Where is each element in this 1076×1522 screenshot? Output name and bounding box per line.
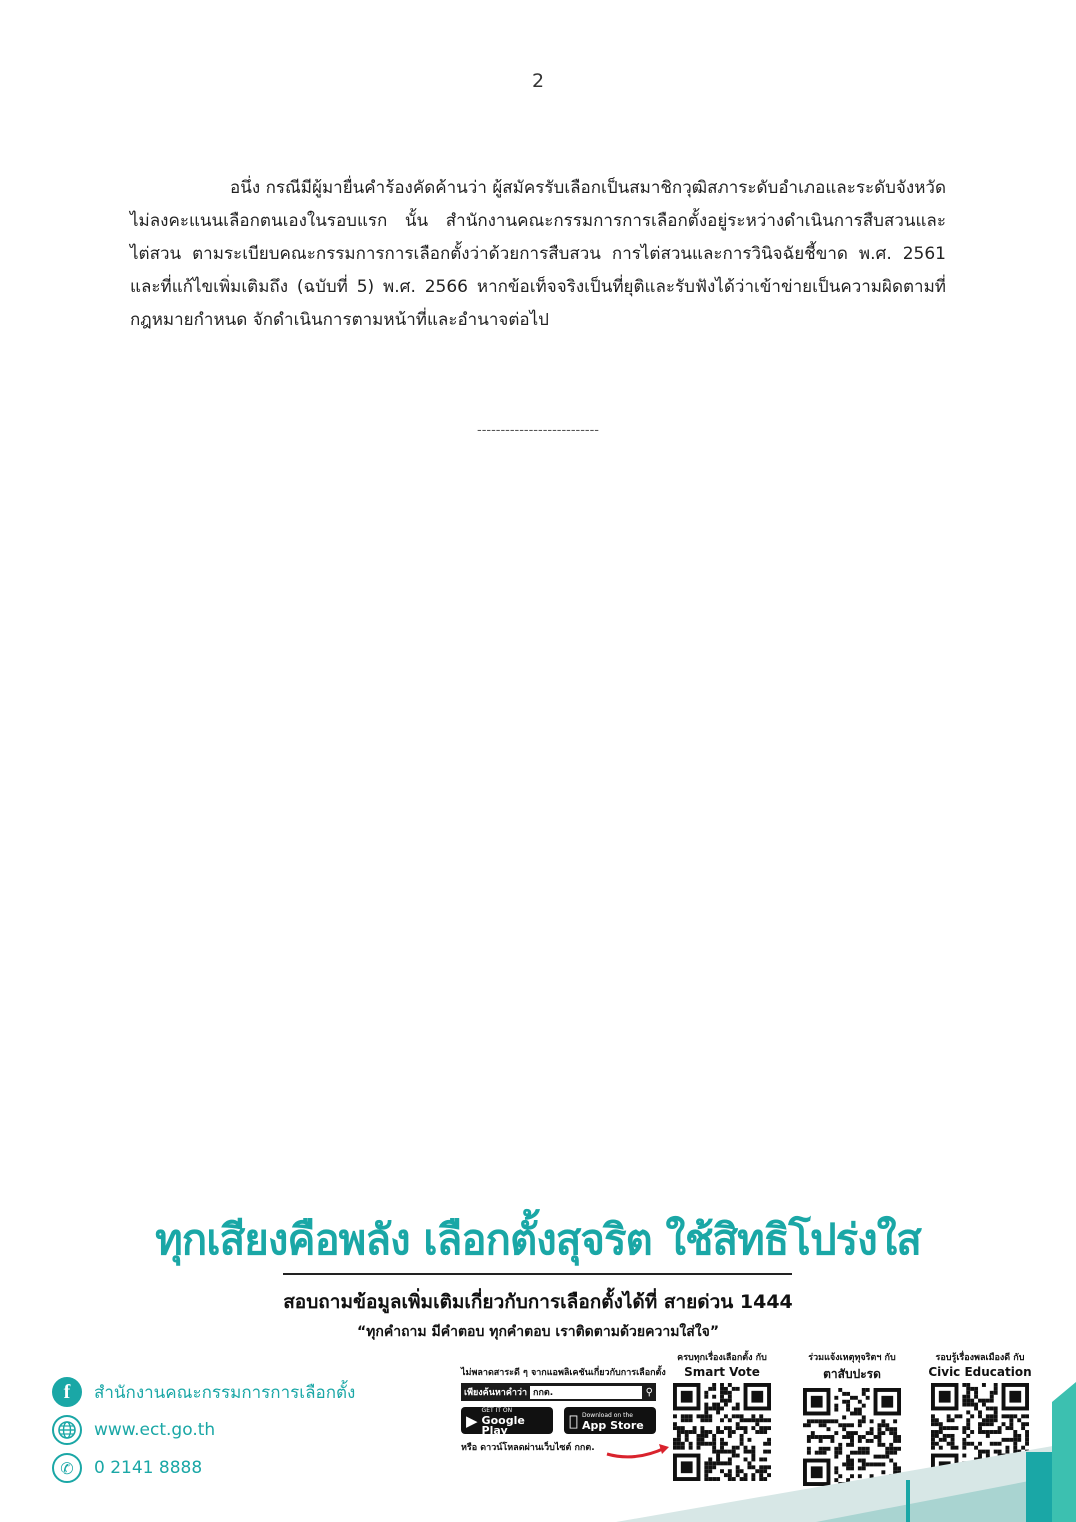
- slogan-divider: [283, 1273, 792, 1275]
- footer-corner-decoration: [616, 1382, 1076, 1522]
- footer-slogan: ทุกเสียงคือพลัง เลือกตั้งสุจริต ใช้สิทธิโปร่งใส: [155, 1215, 921, 1264]
- body-paragraph: [130, 172, 946, 337]
- google-play-small-label: GET IT ON: [481, 1406, 513, 1414]
- download-website-note: หรือ ดาวน์โหลดผ่านเว็บไซต์ กกต.: [461, 1443, 595, 1453]
- contact-facebook-label: สำนักงานคณะกรรมการการเลือกตั้ง: [94, 1382, 356, 1403]
- apple-icon: [569, 1412, 578, 1430]
- facebook-icon: f: [52, 1377, 82, 1407]
- section-separator: --------------------------: [477, 423, 599, 438]
- google-play-label: Google Play: [481, 1413, 525, 1437]
- app-store-small-label: Download on the: [573, 1411, 624, 1419]
- qr-app-name: ตาสับปะรด: [823, 1367, 881, 1381]
- play-store-icon: ▶: [466, 1411, 478, 1430]
- contact-phone[interactable]: [52, 1451, 202, 1485]
- qr-caption: ครบทุกเรื่องเลือกตั้ง กับ: [677, 1353, 767, 1363]
- contact-phone-label: 0 2141 8888: [94, 1458, 203, 1478]
- app-store-label: App Store: [573, 1418, 635, 1432]
- app-search-label: เพียงค้นหาคำว่า: [464, 1388, 528, 1398]
- motto-text: “ทุกคำถาม มีคำตอบ ทุกคำตอบ เราติดตามด้วยความใส่ใจ”: [356, 1324, 720, 1340]
- qr-app-name: Civic Education: [928, 1365, 1032, 1379]
- search-icon: ⚲: [645, 1386, 653, 1398]
- google-play-button[interactable]: [461, 1406, 553, 1437]
- body-paragraph-text: อนึ่ง กรณีมีผู้มายื่นคำร้องคัดค้านว่า ผู้สมัครรับเลือกเป็นสมาชิกวุฒิสภาระดับอำเภอและระดับจังหวัด ไม่ลงคะแนนเลือกตนเองในรอบแรก นั้น สำนักงานคณะกรรมการการเลือกตั้งอยู่ระหว่างดำเนินการสืบสวนและไต่สวน ตามระเบียบคณะกรรมการการเลือกตั้งว่าด้วยการสืบสวน การไต่สวนและการวินิจฉัยชี้ขาด พ.ศ. 2561 และที่แก้ไขเพิ่มเติมถึง (ฉบับที่ 5) พ.ศ. 2566 หากข้อเท็จจริงเป็นที่ยุติและรับฟังได้ว่าเข้าข่ายเป็นความผิดตามที่กฎหมายกำหนด จักดำเนินการตามหน้าที่และอำนาจต่อไป: [130, 178, 946, 330]
- qr-app-name: Smart Vote: [684, 1365, 760, 1379]
- contact-website[interactable]: [52, 1413, 215, 1447]
- contact-facebook[interactable]: [52, 1375, 355, 1409]
- page-number: 2: [531, 70, 545, 92]
- app-tagline: ไม่พลาดสาระดี ๆ จากแอพลิเคชันเกี่ยวกับการเลือกตั้ง: [461, 1368, 666, 1378]
- qr-caption: รอบรู้เรื่องพลเมืองดี กับ: [935, 1353, 1025, 1363]
- phone-icon: ✆: [52, 1453, 82, 1483]
- globe-icon: [52, 1415, 82, 1445]
- contact-website-label: www.ect.go.th: [94, 1420, 216, 1440]
- hotline-text: สอบถามข้อมูลเพิ่มเติมเกี่ยวกับการเลือกตั้งได้ที่ สายด่วน 1444: [283, 1291, 793, 1313]
- qr-caption: ร่วมแจ้งเหตุทุจริตฯ กับ: [808, 1353, 896, 1363]
